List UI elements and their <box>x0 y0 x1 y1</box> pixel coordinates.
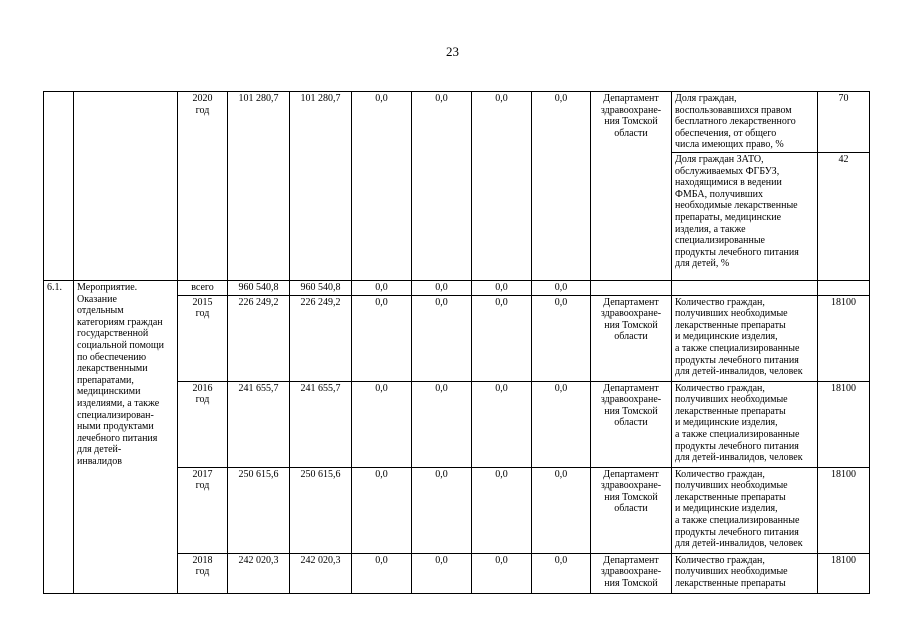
funding-cell: 960 540,8 <box>290 280 352 295</box>
indicator-cell: Количество граждан, получивших необходимые лекарственные препараты и медицинские изделия, а также специализированные продукты лечебного питания для детей-инвалидов, человек <box>672 467 818 553</box>
indicator-cell: Доля граждан ЗАТО, обслуживаемых ФГБУЗ, находящимися в ведении ФМБА, получивших необходимые лекарственные препараты, медицинские изделия, а также специализированные продукты лечебного питания для детей, % <box>672 152 818 280</box>
total-cell: 250 615,6 <box>228 467 290 553</box>
total-cell: 101 280,7 <box>228 92 290 281</box>
funding-cell: 0,0 <box>532 467 591 553</box>
indicator-value-cell: 18100 <box>818 295 870 381</box>
funding-cell: 0,0 <box>352 553 412 593</box>
funding-cell: 0,0 <box>532 280 591 295</box>
funding-cell: 0,0 <box>472 381 532 467</box>
funding-cell: 0,0 <box>532 92 591 281</box>
year-cell: 2017 год <box>178 467 228 553</box>
funding-cell: 0,0 <box>412 92 472 281</box>
funding-cell: 0,0 <box>412 295 472 381</box>
executor-cell <box>591 280 672 295</box>
indicator-cell: Количество граждан, получивших необходимые лекарственные препараты <box>672 553 818 593</box>
funding-cell: 0,0 <box>412 280 472 295</box>
year-cell: 2016 год <box>178 381 228 467</box>
funding-cell: 0,0 <box>352 467 412 553</box>
indicator-value-cell <box>818 280 870 295</box>
executor-cell: Департамент здравоохране- ния Томской <box>591 553 672 593</box>
indicator-cell: Доля граждан, воспользовавшихся правом бесплатного лекарственного обеспечения, от общего числа имеющих право, % <box>672 92 818 153</box>
year-cell: 2015 год <box>178 295 228 381</box>
funding-cell: 0,0 <box>532 553 591 593</box>
indicator-cell <box>672 280 818 295</box>
funding-cell: 0,0 <box>352 92 412 281</box>
funding-cell: 0,0 <box>412 553 472 593</box>
indicator-cell: Количество граждан, получивших необходимые лекарственные препараты и медицинские изделия, а также специализированные продукты лечебного питания для детей-инвалидов, человек <box>672 295 818 381</box>
measure-name-cell: Мероприятие. Оказание отдельным категориям граждан государственной социальной помощи по обеспечению лекарственными препаратами, медицинскими изделиями, а также специализирован- ными продуктами лечебного питания для детей- инвалидов <box>74 280 178 593</box>
funding-cell: 226 249,2 <box>290 295 352 381</box>
program-table <box>43 91 870 594</box>
table-row <box>44 92 870 153</box>
indicator-value-cell: 18100 <box>818 553 870 593</box>
funding-cell: 0,0 <box>472 295 532 381</box>
funding-cell: 0,0 <box>352 295 412 381</box>
funding-cell: 241 655,7 <box>290 381 352 467</box>
table-row <box>44 280 870 295</box>
funding-cell: 101 280,7 <box>290 92 352 281</box>
year-cell: 2018 год <box>178 553 228 593</box>
indicator-cell: Количество граждан, получивших необходимые лекарственные препараты и медицинские изделия, а также специализированные продукты лечебного питания для детей-инвалидов, человек <box>672 381 818 467</box>
executor-cell: Департамент здравоохране- ния Томской области <box>591 467 672 553</box>
funding-cell: 0,0 <box>532 295 591 381</box>
measure-name-cell <box>74 92 178 281</box>
page-number: 23 <box>446 44 459 59</box>
executor-cell: Департамент здравоохране- ния Томской области <box>591 381 672 467</box>
year-cell: всего <box>178 280 228 295</box>
funding-cell: 0,0 <box>352 280 412 295</box>
indicator-value-cell: 18100 <box>818 381 870 467</box>
total-cell: 241 655,7 <box>228 381 290 467</box>
executor-cell: Департамент здравоохране- ния Томской области <box>591 92 672 281</box>
funding-cell: 0,0 <box>532 381 591 467</box>
funding-cell: 0,0 <box>412 381 472 467</box>
indicator-value-cell: 18100 <box>818 467 870 553</box>
funding-cell: 0,0 <box>412 467 472 553</box>
total-cell: 242 020,3 <box>228 553 290 593</box>
indicator-value-cell: 42 <box>818 152 870 280</box>
measure-number-cell <box>44 92 74 281</box>
measure-number-cell: 6.1. <box>44 280 74 593</box>
total-cell: 226 249,2 <box>228 295 290 381</box>
total-cell: 960 540,8 <box>228 280 290 295</box>
indicator-value-cell: 70 <box>818 92 870 153</box>
year-cell: 2020 год <box>178 92 228 281</box>
funding-cell: 0,0 <box>472 92 532 281</box>
funding-cell: 0,0 <box>472 280 532 295</box>
funding-cell: 242 020,3 <box>290 553 352 593</box>
funding-cell: 0,0 <box>472 467 532 553</box>
funding-cell: 250 615,6 <box>290 467 352 553</box>
executor-cell: Департамент здравоохране- ния Томской области <box>591 295 672 381</box>
funding-cell: 0,0 <box>352 381 412 467</box>
funding-cell: 0,0 <box>472 553 532 593</box>
